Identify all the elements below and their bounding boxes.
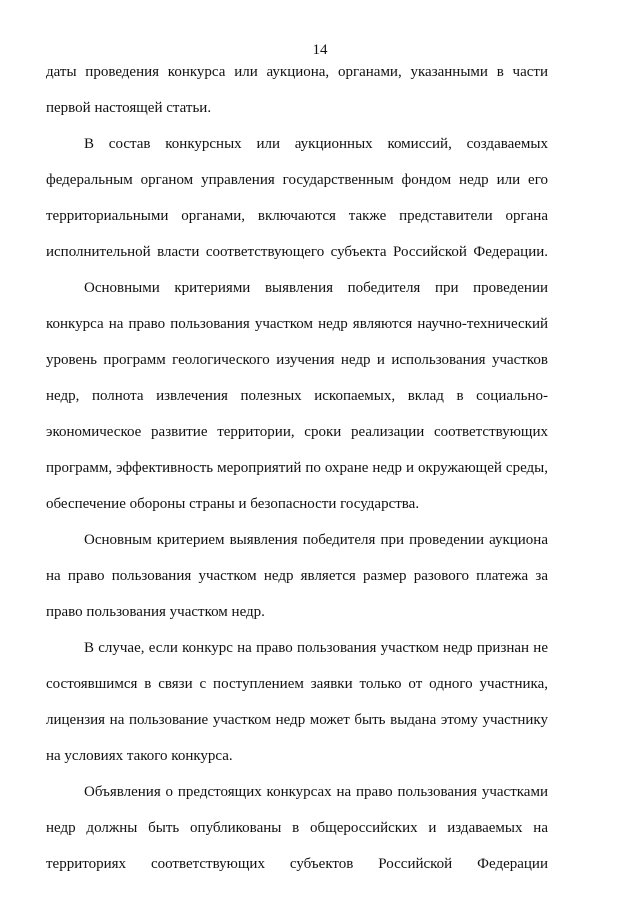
page-number: 14 — [312, 42, 328, 58]
text-line: В состав конкурсных или аукционных комиссий, создаваемых — [84, 136, 548, 152]
text-line: программ, эффективность мероприятий по охране недр и окружающей среды, — [46, 460, 548, 476]
text-line: на право пользования участком недр является размер разового платежа за — [46, 568, 548, 584]
text-line: недр, полнота извлечения полезных ископаемых, вклад в социально- — [46, 388, 548, 404]
text-line: первой настоящей статьи. — [46, 100, 212, 116]
text-line: исполнительной власти соответствующего субъекта Российской Федерации. — [46, 244, 548, 260]
text-line: экономическое развитие территории, сроки реализации соответствующих — [46, 424, 548, 440]
text-line: состоявшимся в связи с поступлением заявки только от одного участника, — [46, 676, 548, 692]
text-line: федеральным органом управления государственным фондом недр или его — [46, 172, 548, 188]
text-line: обеспечение обороны страны и безопасности государства. — [46, 496, 420, 512]
text-line: уровень программ геологического изучения недр и использования участков — [46, 352, 548, 368]
text-line: лицензия на пользование участком недр может быть выдана этому участнику — [46, 712, 548, 728]
text-line: даты проведения конкурса или аукциона, органами, указанными в части — [46, 64, 548, 80]
text-line: на условиях такого конкурса. — [46, 748, 233, 764]
text-line: территориальными органами, включаются также представители органа — [46, 208, 548, 224]
text-line: Объявления о предстоящих конкурсах на право пользования участками — [84, 784, 548, 800]
text-line: В случае, если конкурс на право пользования участком недр признан не — [84, 640, 548, 656]
text-line: недр должны быть опубликованы в общероссийских и издаваемых на — [46, 820, 548, 836]
text-line: Основным критерием выявления победителя при проведении аукциона — [84, 532, 548, 548]
text-line: Основными критериями выявления победителя при проведении — [84, 280, 548, 296]
text-line: конкурса на право пользования участком недр являются научно-технический — [46, 316, 548, 332]
text-line: территориях соответствующих субъектов Российской Федерации — [46, 856, 548, 872]
text-line: право пользования участком недр. — [46, 604, 265, 620]
